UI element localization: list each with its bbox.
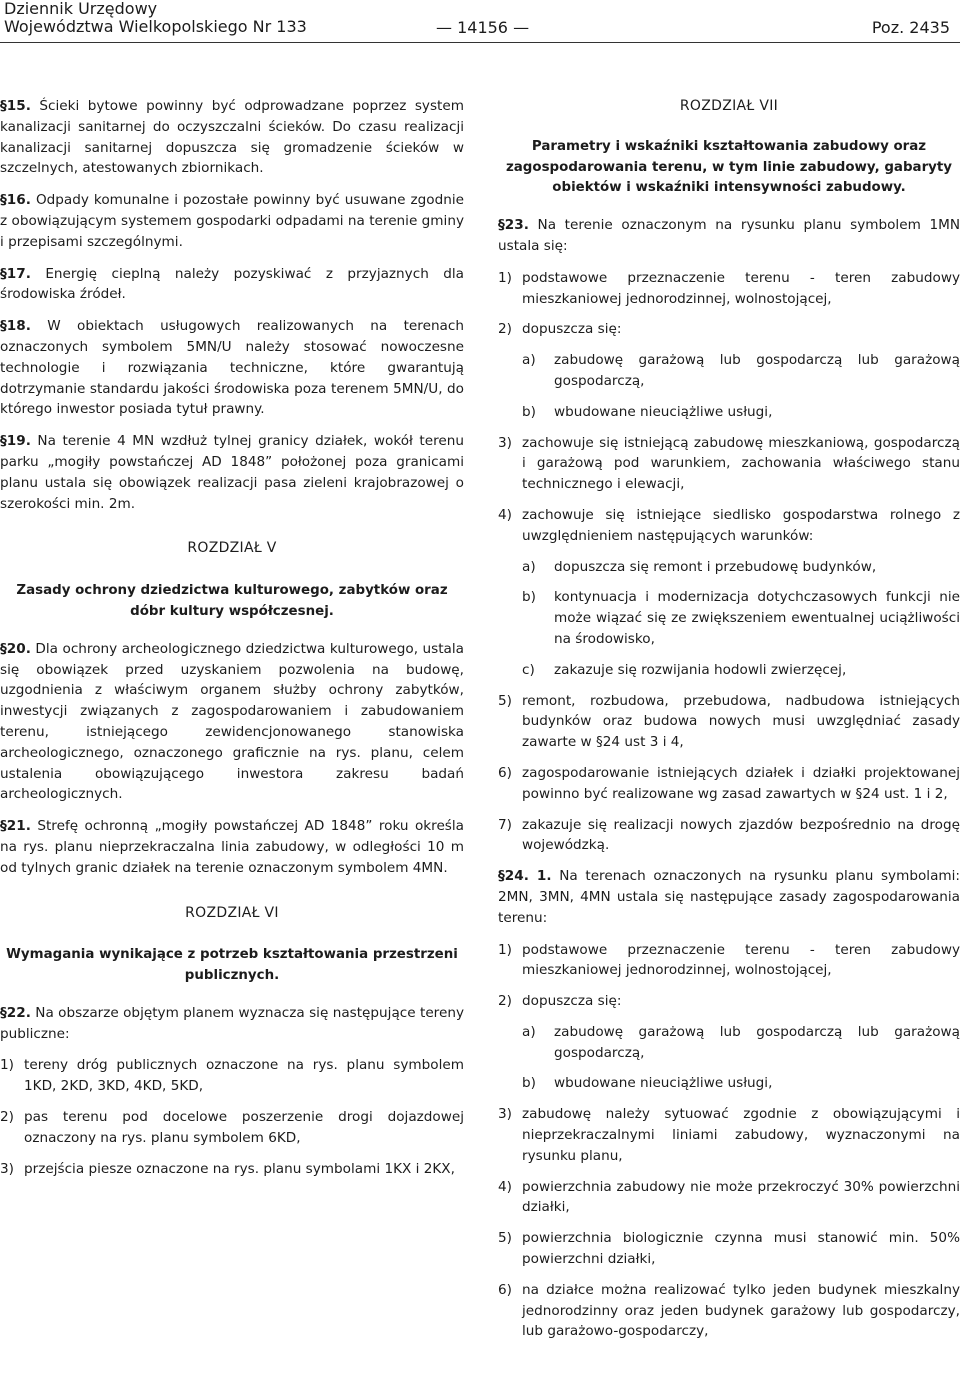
chapter-title-vi: Wymagania wynikające z potrzeb kształtowania przestrzeni publicznych.	[6, 947, 458, 984]
paragraph-text: W obiektach usługowych realizowanych na terenach oznaczonych symbolem 5MN/U należy stosować nowoczesne technologie i rozwiązania techniczne, które gwarantują dotrzymanie standardu jakości środowiska poza terenem 5MN/U, do którego inwestor posiada tytuł prawny.	[0, 318, 464, 418]
page-number: — 14156 —	[436, 18, 530, 37]
paragraph-18	[0, 316, 464, 420]
paragraph-text: Na obszarze objętym planem wyznacza się następujące tereny publiczne:	[0, 1004, 465, 1042]
sub-list-item-letter: b)	[522, 589, 536, 606]
paragraph-text: Ścieki bytowe powinny być odprowadzane poprzez system kanalizacji sanitarnej do oczyszczalni ścieków. Do czasu realizacji kanalizacji sanitarnej dopuszcza się gromadzenie ścieków w szczelnych, atestowanych zbiornikach.	[0, 98, 464, 177]
paragraph-text: Strefę ochronną „mogiły powstańczej AD 1848” roku określa na rys. planu nieprzekraczalna linia zabudowy, w odległości 10 m od tylnych granic działek na terenie oznaczonym symbolem 4MN.	[0, 818, 464, 876]
journal-title-line1: Dziennik Urzędowy	[4, 0, 158, 18]
list-item-number: 6)	[498, 764, 512, 781]
sub-list-item	[522, 1022, 960, 1064]
list-item-number: 1)	[0, 1057, 14, 1074]
list-item-number: 7)	[498, 816, 512, 833]
list-item-text: powierzchnia zabudowy nie może przekroczyć 30% powierzchni działki,	[522, 1178, 960, 1216]
list-item-number: 2)	[0, 1109, 14, 1126]
left-column	[0, 96, 464, 1189]
section-number: §17.	[0, 265, 31, 282]
list-item	[498, 1177, 960, 1219]
page-header	[0, 0, 960, 42]
paragraph-text: Odpady komunalne i pozostałe powinny być usuwane zgodnie z obowiązującym systemem gospodarki odpadami na terenie gminy i przepisami szczególnymi.	[0, 192, 464, 250]
sub-list-item-letter: b)	[522, 403, 536, 420]
sub-list-item-text: kontynuacja i modernizacja dotychczasowych funkcji nie może wiązać się ze zwiększeniem ewentualnej uciążliwości na środowisko,	[554, 589, 960, 647]
paragraph-21	[0, 816, 464, 878]
sub-list-item	[522, 660, 960, 681]
section-number: §23.	[498, 217, 529, 234]
section-number: §15.	[0, 98, 31, 114]
list-item	[498, 433, 960, 495]
sub-list-item-letter: a)	[522, 1023, 536, 1040]
list-item-text: zabudowę należy sytuować zgodnie z obowiązującymi i nieprzekraczalnymi liniami zabudowy, wyznaczonymi na rysunku planu,	[522, 1106, 960, 1164]
sub-list-item-text: zakazuje się rozwijania hodowli zwierzęcej,	[554, 661, 847, 678]
section-number: §24. 1.	[498, 868, 552, 885]
sub-list-item-text: zabudowę garażową lub gospodarczą lub garażową gospodarczą,	[554, 1023, 960, 1061]
paragraph-15	[0, 96, 464, 179]
list-item-text: zachowuje się istniejące siedlisko gospodarstwa rolnego z uwzględnieniem następujących warunków:	[522, 506, 960, 544]
list-item-number: 1)	[498, 269, 512, 286]
list-item	[498, 1280, 960, 1342]
list-item	[498, 1104, 960, 1166]
right-column	[498, 96, 960, 1352]
list-item-number: 3)	[0, 1160, 14, 1177]
sub-list-item-letter: a)	[522, 352, 536, 369]
list-item-number: 5)	[498, 1230, 512, 1247]
section-number: §20.	[0, 640, 31, 657]
sub-list-item	[522, 350, 960, 392]
sub-list-item	[522, 402, 960, 423]
chapter-heading-v: ROZDZIAŁ V	[187, 540, 277, 557]
paragraph-text: Na terenie oznaczonym na rysunku planu symbolem 1MN ustala się:	[498, 217, 960, 254]
paragraph-text: Na terenach oznaczonych na rysunku planu symbolami: 2MN, 3MN, 4MN ustala się następujące zasady zagospodarowania terenu:	[498, 868, 960, 926]
paragraph-17	[0, 264, 464, 306]
list-item-text: podstawowe przeznaczenie terenu - teren zabudowy mieszkaniowej jednorodzinnej, wolnostojącej,	[522, 269, 960, 307]
list-item	[0, 1159, 464, 1180]
journal-title-line2: Województwa Wielkopolskiego Nr 133	[4, 17, 307, 36]
paragraph-22	[0, 1003, 464, 1045]
sub-list-item	[522, 557, 960, 578]
list-item-text: dopuszcza się:	[522, 321, 622, 338]
chapter-title-vii: Parametry i wskaźniki kształtowania zabudowy oraz zagospodarowania terenu, w tym linie zabudowy, gabaryty obiektów i wskaźniki intensywności zabudowy.	[505, 138, 953, 196]
list-item	[498, 268, 960, 310]
list-item-text: zagospodarowanie istniejących działek i działki projektowanej powinno być realizowane wg zasad zawartych w §24 ust. 1 i 2,	[522, 764, 960, 802]
list-item	[0, 1107, 464, 1149]
sub-list-item	[522, 1073, 960, 1094]
list-item-text: na działce można realizować tylko jeden budynek mieszkalny jednorodzinny oraz jeden budynek garażowy lub gospodarczy, lub garażowo-gospodarczy,	[522, 1281, 960, 1340]
list-item-number: 5)	[498, 692, 512, 709]
sub-list-item-letter: a)	[522, 558, 536, 575]
section-number: §19.	[0, 433, 31, 450]
list-item-number: 4)	[498, 1178, 512, 1195]
paragraph-16	[0, 190, 464, 252]
list-item-number: 3)	[498, 434, 512, 451]
list-item-text: powierzchnia biologicznie czynna musi stanowić min. 50% powierzchni działki,	[522, 1230, 960, 1268]
chapter-heading-vii: ROZDZIAŁ VII	[679, 98, 779, 114]
list-item	[498, 991, 960, 1012]
sub-list-item-letter: b)	[522, 1075, 536, 1092]
paragraph-23	[498, 215, 960, 257]
list-item	[498, 505, 960, 547]
sub-list-item-text: dopuszcza się remont i przebudowę budynków,	[554, 558, 877, 575]
sub-list-item-letter: c)	[522, 661, 535, 678]
paragraph-19	[0, 431, 464, 514]
paragraph-text: Energię cieplną należy pozyskiwać z przyjaznych dla środowiska źródeł.	[0, 265, 464, 303]
list-item-text: zakazuje się realizacji nowych zjazdów bezpośrednio na drogę wojewódzką.	[522, 816, 960, 854]
list-item-number: 2)	[498, 993, 512, 1010]
paragraph-20	[0, 639, 464, 805]
list-item-number: 3)	[498, 1106, 512, 1123]
list-item-text: dopuszcza się:	[522, 993, 622, 1010]
sub-list-item-text: wbudowane nieuciążliwe usługi,	[554, 403, 773, 420]
list-item	[498, 1228, 960, 1270]
list-item	[498, 940, 960, 982]
sub-list-item-text: wbudowane nieuciążliwe usługi,	[554, 1075, 773, 1092]
journal-title	[4, 0, 307, 36]
sub-list-item-text: zabudowę garażową lub gospodarczą lub garażową gospodarczą,	[554, 352, 960, 389]
paragraph-24	[498, 866, 960, 928]
list-item	[498, 319, 960, 340]
list-item-text: tereny dróg publicznych oznaczone na rys. planu symbolem 1KD, 2KD, 3KD, 4KD, 5KD,	[24, 1057, 464, 1095]
list-item-number: 6)	[498, 1281, 512, 1298]
list-item-number: 1)	[498, 941, 512, 958]
list-item	[498, 763, 960, 805]
list-item-text: zachowuje się istniejącą zabudowę mieszkaniową, gospodarczą i garażową pod warunkiem, zachowania właściwego stanu technicznego i elewacji,	[522, 434, 960, 493]
header-rule	[0, 42, 960, 43]
chapter-title-v: Zasady ochrony dziedzictwa kulturowego, zabytków oraz dóbr kultury współczesnej.	[16, 583, 448, 619]
list-item-text: przejścia piesze oznaczone na rys. planu symbolami 1KX i 2KX,	[24, 1160, 455, 1177]
section-number: §22.	[0, 1004, 31, 1021]
paragraph-text: Na terenie 4 MN wzdłuż tylnej granicy działek, wokół terenu parku „mogiły powstańczej AD 1848” położonej poza granicami planu ustala się obowiązek realizacji pasa zieleni krajobrazowej o szerokości min. 2m.	[0, 433, 464, 512]
list-item-text: pas terenu pod docelowe poszerzenie drogi dojazdowej oznaczony na rys. planu symbolem 6KD,	[24, 1109, 464, 1146]
list-item	[0, 1055, 464, 1097]
list-item-number: 4)	[498, 506, 512, 523]
list-item-text: remont, rozbudowa, przebudowa, nadbudowa istniejących budynków oraz budowa nowych musi uwzględniać zasady zawarte w §24 ust 3 i 4,	[522, 692, 960, 751]
list-item	[498, 691, 960, 753]
list-item-text: podstawowe przeznaczenie terenu - teren zabudowy mieszkaniowej jednorodzinnej, wolnostojącej,	[522, 941, 960, 979]
paragraph-text: Dla ochrony archeologicznego dziedzictwa kulturowego, ustala się obowiązek przed uzyskaniem pozwolenia na budowę, uzgodnienia z właściwym organem służby ochrony zabytków, inwestycji związanych z zagospodarowaniem i zabudowaniem terenu, istniejącego zewidencjonowanego stanowiska archeologicznego, oznaczonego graficznie na rys. planu, celem ustalenia obowiązującego inwestora zakresu badań archeologicznych.	[0, 640, 464, 803]
sub-list-item	[522, 587, 960, 649]
list-item-number: 2)	[498, 321, 512, 338]
chapter-heading-vi: ROZDZIAŁ VI	[185, 904, 279, 921]
list-item	[498, 815, 960, 857]
section-number: §16.	[0, 192, 31, 209]
position-number: Poz. 2435	[871, 18, 950, 37]
section-number: §18.	[0, 318, 31, 335]
section-number: §21.	[0, 818, 31, 835]
